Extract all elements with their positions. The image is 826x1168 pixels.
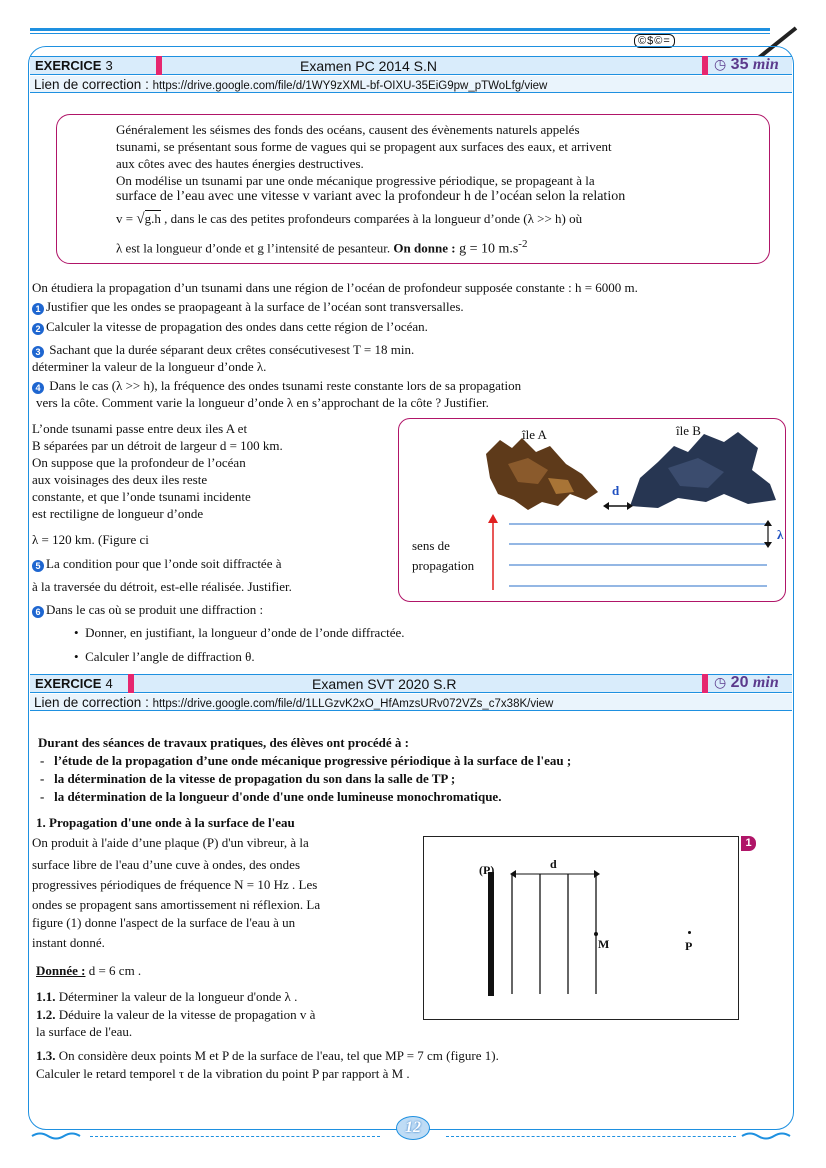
question-1-3-line-2: Calculer le retard temporel τ de la vibration du point P par rapport à M . [36,1066,410,1081]
number-bullet: 4 [32,382,44,394]
paragraph-line: constante, et que l’onde tsunami incidente [32,489,251,504]
velocity-formula: v = √g.h , dans le cas des petites profondeurs comparées à la longueur d’onde (λ >> h) où [116,211,583,227]
ex4-item: - la détermination de la vitesse de propagation du son dans la salle de TP ; [40,771,456,786]
pink-marker [702,674,708,693]
question-1-2-line-2: la surface de l'eau. [36,1024,133,1039]
pink-marker [702,56,708,75]
paragraph-line: figure (1) donne l'aspect de la surface de l'eau à un [32,915,296,930]
exercise-number: 4 [105,676,113,691]
exercise-number: 3 [105,58,113,73]
ex4-item: - l’étude de la propagation d’une onde mécanique progressive périodique à la surface de l'eau ; [40,753,572,768]
point-m-label: M [598,937,610,951]
number-bullet: 3 [32,346,44,358]
plate-label: (P) [479,863,495,877]
paragraph-line: progressives périodiques de fréquence N = 10 Hz . Les [32,877,318,892]
paragraph-line: est rectiligne de longueur d’onde [32,506,204,521]
paragraph-line: On suppose que la profondeur de l’océan [32,455,246,470]
question-5: 5 La condition pour que l’onde soit diffractée à [32,555,282,572]
correction-link-bar [30,76,792,93]
number-bullet: 2 [32,323,44,335]
island-a-label: île A [522,427,547,442]
question-4-line-2: vers la côte. Comment varie la longueur d’onde λ en s’approchant de la côte ? Justifier. [36,395,489,410]
island-b-label: île B [676,423,701,438]
correction-link[interactable]: https://drive.google.com/file/d/1WY9zXML-bf-OIXU-35EiG9pw_pTWoLfg/view [152,80,548,92]
question-3: 3 Sachant que la durée séparant deux crêtes consécutivesest T = 18 min. [32,341,414,358]
exercise-title: Examen PC 2014 S.N [300,58,437,74]
point-p-dot [688,931,691,934]
paragraph-line: B séparées par un détroit de largeur d = 100 km. [32,438,283,453]
footer-dash-left [90,1136,380,1137]
correction-label: Lien de correction : [34,77,153,92]
exercise-label: EXERCICE [35,58,102,73]
page-number: 12 [405,1119,421,1136]
clock-icon: ◷ [714,674,727,690]
strait-width-label: d [612,483,620,498]
paragraph-line: aux voisinages des deux iles reste [32,472,208,487]
paragraph-line: ondes se propagent sans amortissement ni réflexion. La [32,897,321,912]
sub-question-6a: • Donner, en justifiant, la longueur d’onde de l’onde diffractée. [74,625,405,640]
question-6: 6 Dans le cas où se produit une diffraction : [32,601,263,618]
number-bullet: 5 [32,560,44,572]
pink-marker [156,56,162,75]
section-1-title: 1. Propagation d'une onde à la surface de l'eau [36,815,295,830]
intro-line: surface de l’eau avec une vitesse v variant avec la profondeur h de l’océan selon la relation [116,189,626,204]
sub-question-6b: • Calculer l’angle de diffraction θ. [74,649,255,664]
paragraph-line: L’onde tsunami passe entre deux iles A et [32,421,248,436]
given-line: λ est la longueur d’onde et g l’intensité de pesanteur. On donne : g = 10 $m.s^{-2}$ [116,238,528,257]
clock-icon: ◷ [714,56,727,72]
paragraph-line: λ = 120 km. (Figure ci [32,532,149,547]
wave-fronts [505,520,775,592]
figure-number-badge: 1 [741,836,756,851]
wavelength-arrow [762,520,774,548]
question-3-line-2: déterminer la valeur de la longueur d’onde λ. [32,359,267,374]
distance-label: d [550,857,557,871]
dot-bullet: • [74,649,86,664]
question-4: 4 Dans le cas (λ >> h), la fréquence des ondes tsunami reste constante lors de sa propagation [32,377,521,394]
paragraph-line: surface libre de l'eau d’une cuve à ondes, des ondes [32,857,301,872]
paragraph-line: On produit à l'aide d’une plaque (P) d'un vibreur, à la [32,835,309,850]
footer-dash-right [446,1136,736,1137]
propagation-arrow [487,514,499,590]
intro-line: Généralement les séismes des fonds des océans, causent des évènements naturels appelés [116,122,580,137]
footer-ornament-right [740,1131,798,1141]
correction-link-bar [30,694,792,711]
exercise-time: ◷ 20 min [714,674,779,691]
intro-line: On modélise un tsunami par une onde mécanique progressive périodique, se propageant à la [116,173,595,188]
dot-bullet: • [74,625,86,640]
pink-marker [128,674,134,693]
sqrt-symbol: √ [136,211,145,227]
correction-label: Lien de correction : [34,695,153,710]
intro-line: tsunami, se présentant sous forme de vagues qui se propagent aux surfaces des eaux, et arrivent [116,139,612,154]
exercise-title: Examen SVT 2020 S.R [312,676,457,692]
donnee-line: Donnée : d = 6 cm . [36,963,142,978]
propagation-label: propagation [412,558,475,573]
exercise-time: ◷ 35 min [714,56,779,73]
island-a-image [478,434,608,514]
header-line-top [30,28,770,31]
footer-ornament-left [30,1131,88,1141]
license-badge: ©$©= [634,34,675,48]
exercise-4-header [30,674,792,693]
propagation-label: sens de [412,538,450,553]
context-line: On étudiera la propagation d’un tsunami dans une région de l’océan de profondeur supposée constante : h = 6000 m. [32,280,638,295]
page-number-badge [396,1116,430,1140]
ex4-item: - la détermination de la longueur d'onde d'une onde lumineuse monochromatique. [40,789,502,804]
wave-lines [484,868,604,998]
correction-link[interactable]: https://drive.google.com/file/d/1LLGzvK2xO_HfAmzsURv072VZs_c7x38K/view [152,698,554,710]
ex4-intro: Durant des séances de travaux pratiques, des élèves ont procédé à : [38,735,409,750]
number-bullet: 6 [32,606,44,618]
exercise-label: EXERCICE [35,676,102,691]
question-2: 2 Calculer la vitesse de propagation des ondes dans cette région de l’océan. [32,318,428,335]
question-1: 1 Justifier que les ondes se praopageant à la surface de l’océan sont transversalles. [32,298,464,315]
question-1-2: 1.2. Déduire la valeur de la vitesse de propagation v à [36,1007,316,1022]
point-p-label: P [685,939,693,953]
question-5-line-2: à la traversée du détroit, est-elle réalisée. Justifier. [32,579,292,594]
wavelength-label: λ [777,527,784,542]
question-1-1: 1.1. Déterminer la valeur de la longueur d'onde λ . [36,989,298,1004]
intro-line: aux côtes avec des hautes énergies destructives. [116,156,364,171]
exercise-3-header [30,56,792,75]
number-bullet: 1 [32,303,44,315]
question-1-3: 1.3. On considère deux points M et P de la surface de l'eau, tel que MP = 7 cm (figure 1). [36,1048,499,1063]
strait-width-arrow [603,500,633,512]
island-b-image [628,428,778,510]
paragraph-line: instant donné. [32,935,105,950]
